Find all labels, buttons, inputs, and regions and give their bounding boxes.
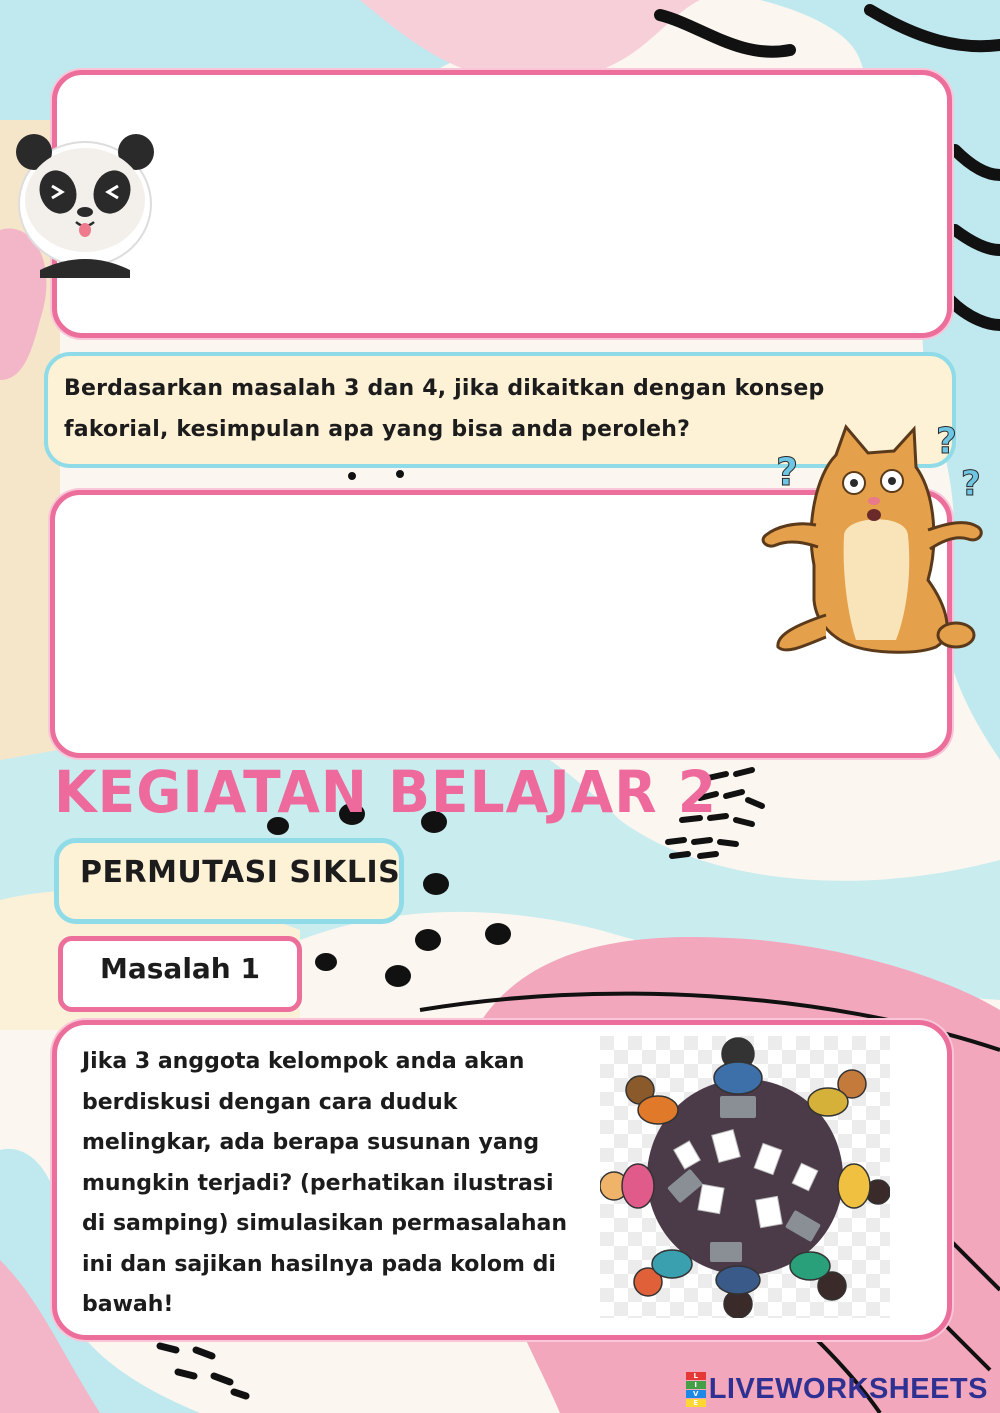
liveworksheets-brand bbox=[686, 1372, 988, 1407]
svg-text:?: ? bbox=[776, 450, 799, 494]
logo-letter: V bbox=[686, 1390, 706, 1398]
problem-line: mungkin terjadi? (perhatikan ilustrasi bbox=[82, 1170, 554, 1196]
round-table-discussion-illustration bbox=[600, 1036, 890, 1318]
liveworksheets-logo-icon bbox=[686, 1372, 706, 1407]
logo-letter: E bbox=[686, 1399, 706, 1407]
problem-line: ini dan sajikan hasilnya pada kolom di bbox=[82, 1251, 556, 1277]
logo-letter: I bbox=[686, 1381, 706, 1389]
confused-cat-icon bbox=[756, 415, 994, 660]
logo-letter: L bbox=[686, 1372, 706, 1380]
question-line-1: Berdasarkan masalah 3 dan 4, jika dikaitkan dengan konsep bbox=[64, 376, 825, 401]
svg-text:?: ? bbox=[961, 464, 981, 504]
problem-line: Jika 3 anggota kelompok anda akan bbox=[82, 1049, 525, 1074]
panda-icon bbox=[10, 120, 160, 278]
problem-text bbox=[82, 1042, 587, 1326]
brand-name: LIVEWORKSHEETS bbox=[708, 1373, 988, 1405]
problem-line: bawah! bbox=[82, 1292, 174, 1317]
svg-text:?: ? bbox=[936, 421, 957, 462]
answer-box-top[interactable] bbox=[52, 70, 952, 338]
problem-label: Masalah 1 bbox=[100, 952, 260, 985]
subsection-title: PERMUTASI SIKLIS bbox=[80, 855, 401, 890]
section-title: KEGIATAN BELAJAR 2 bbox=[54, 758, 717, 826]
problem-line: berdiskusi dengan cara duduk bbox=[82, 1089, 458, 1115]
question-line-2: fakorial, kesimpulan apa yang bisa anda peroleh? bbox=[64, 417, 691, 442]
problem-line: melingkar, ada berapa susunan yang bbox=[82, 1130, 540, 1155]
question-text bbox=[64, 368, 864, 450]
problem-line: di samping) simulasikan permasalahan bbox=[82, 1211, 568, 1236]
